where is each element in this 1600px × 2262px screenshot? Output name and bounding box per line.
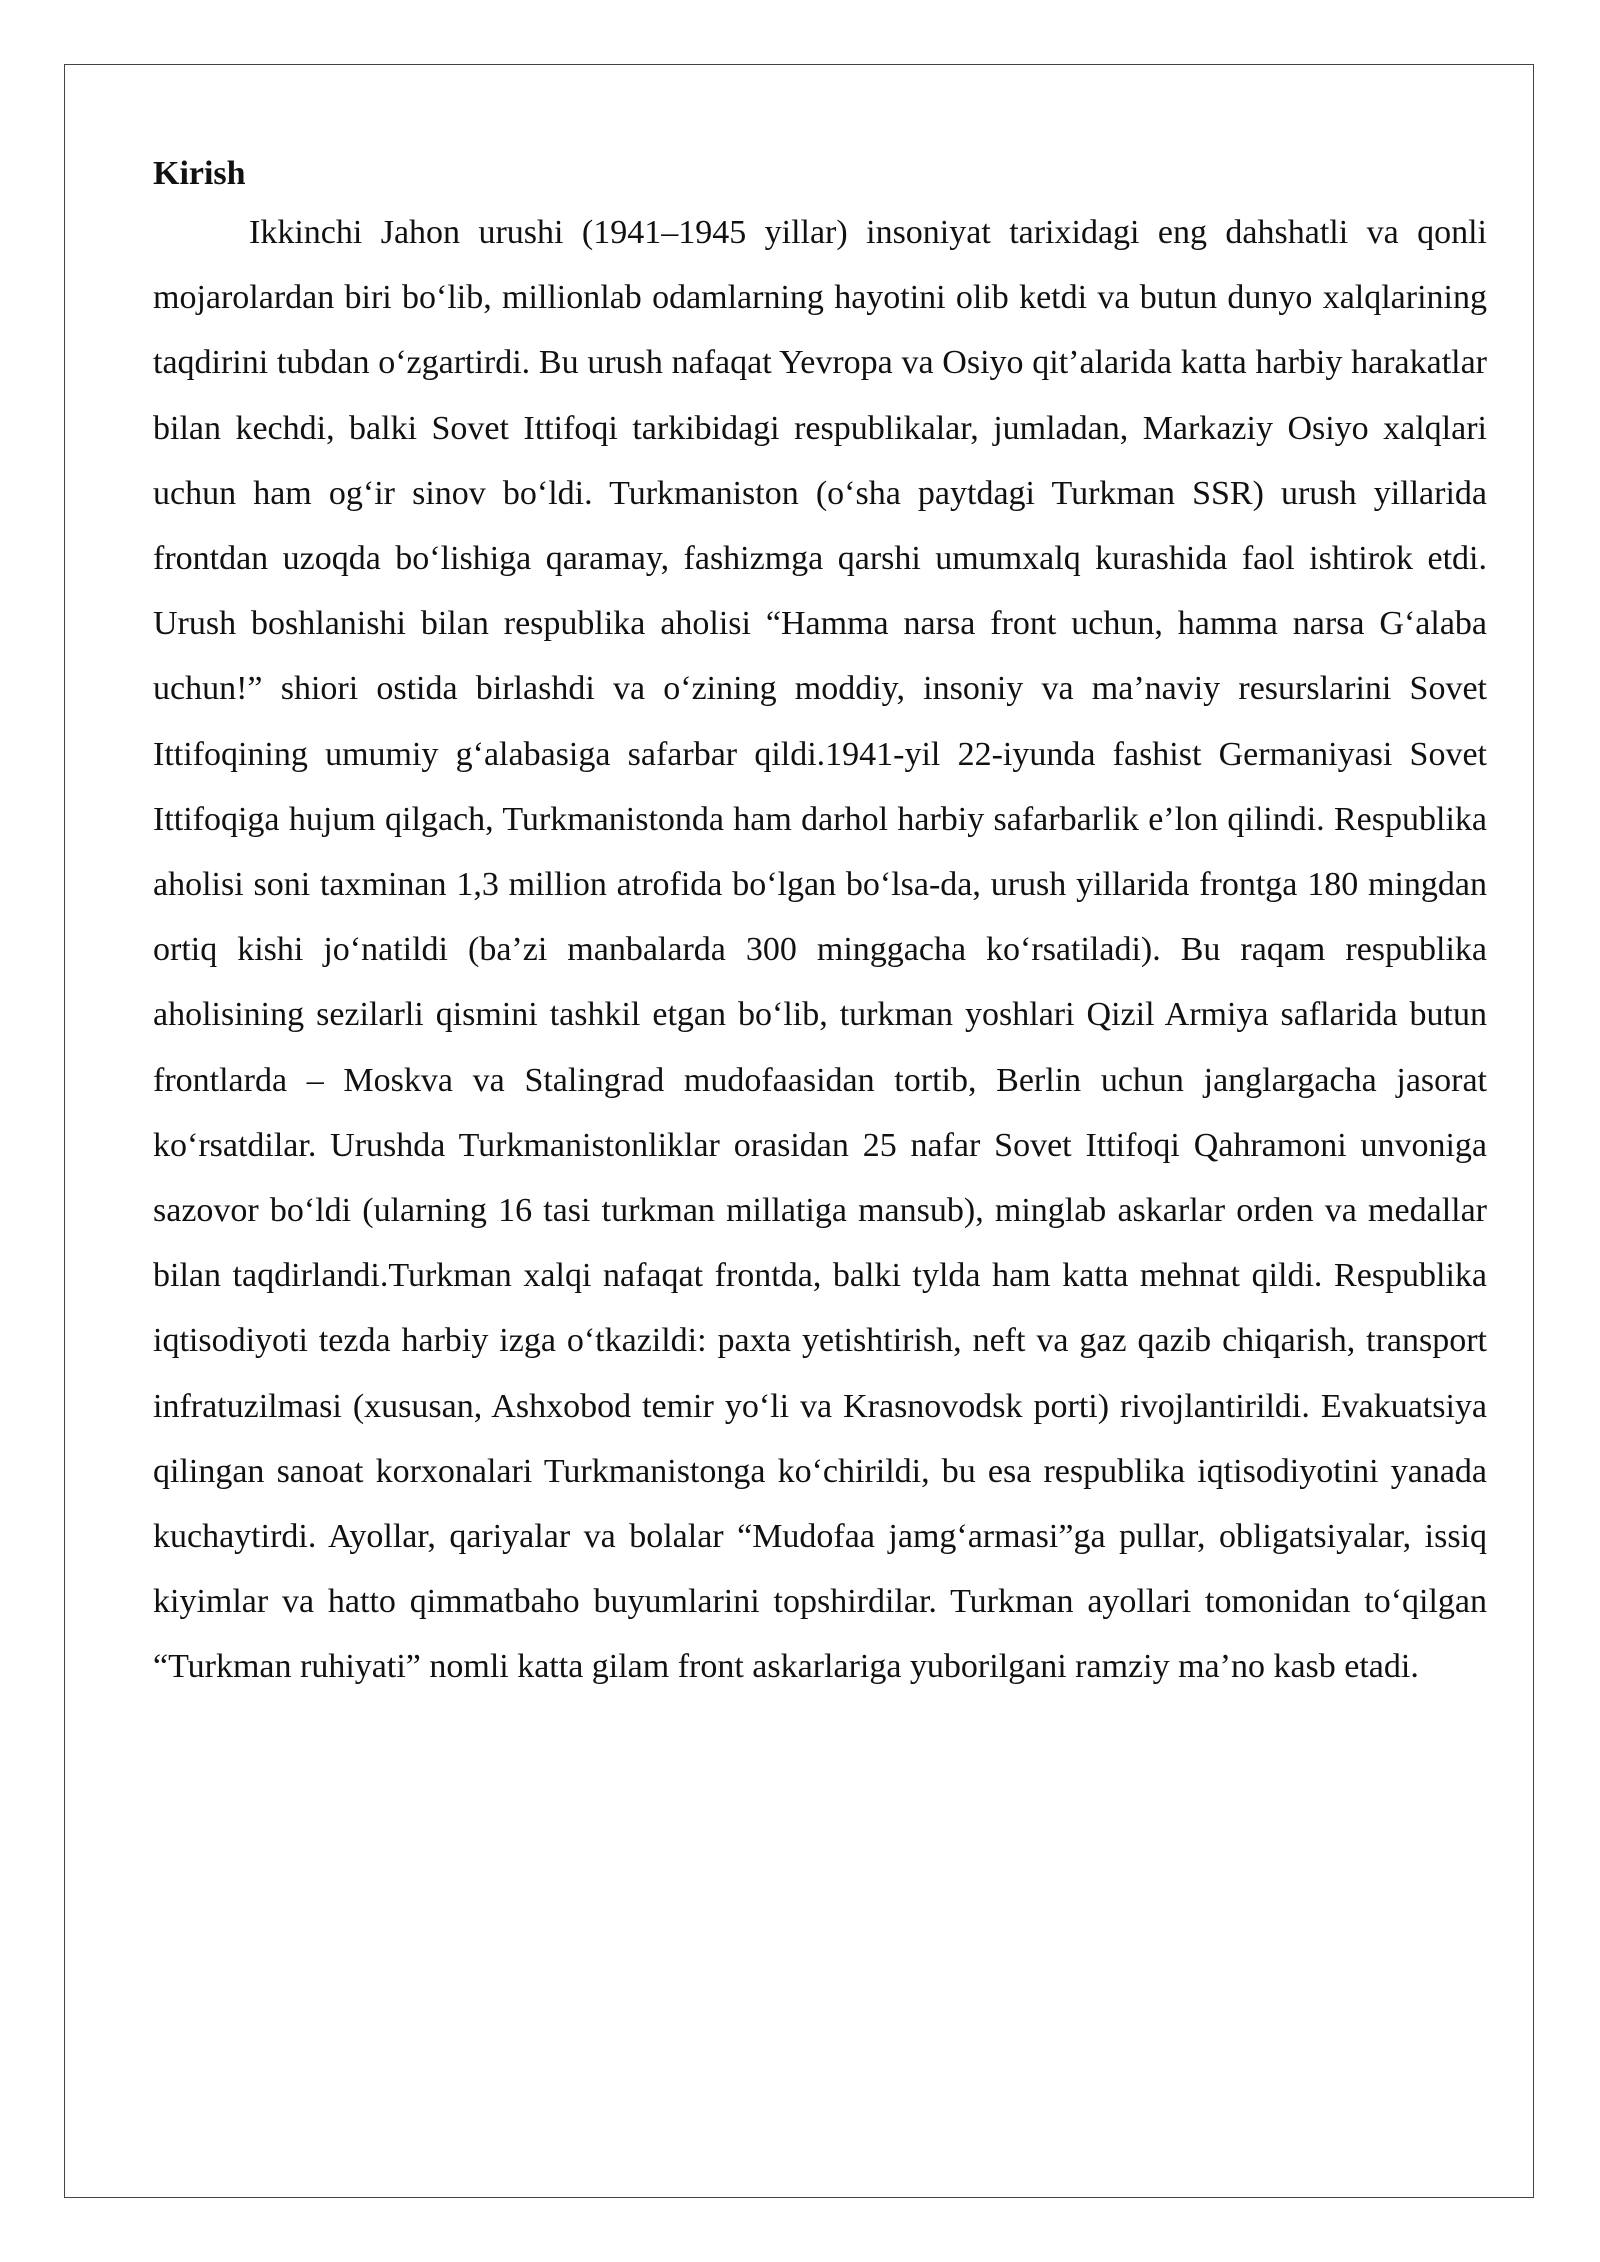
section-heading: Kirish [153,155,246,192]
body-paragraph: Ikkinchi Jahon urushi (1941–1945 yillar) insoniyat tarixidagi eng dahshatli va qonli mojarolardan biri bo‘lib, millionlab odamlarning hayotini olib ketdi va butun dunyo xalqlarining taqdirini tubdan o‘zgartirdi. Bu urush nafaqat Yevropa va Osiyo qit’alarida katta harbiy harakatlar bilan kechdi, balki Sovet Ittifoqi tarkibidagi respublikalar, jumladan, Markaziy Osiyo xalqlari uchun ham og‘ir sinov bo‘ldi. Turkmaniston (o‘sha paytdagi Turkman SSR) urush yillarida frontdan uzoqda bo‘lishiga qaramay, fashizmga qarshi umumxalq kurashida faol ishtirok etdi. Urush boshlanishi bilan respublika aholisi “Hamma narsa front uchun, hamma narsa G‘alaba uchun!” shiori ostida birlashdi va o‘zining moddiy, insoniy va ma’naviy resurslarini Sovet Ittifoqining umumiy g‘alabasiga safarbar qildi.1941-yil 22-iyunda fashist Germaniyasi Sovet Ittifoqiga hujum qilgach, Turkmanistonda ham darhol harbiy safarbarlik e’lon qilindi. Respublika aholisi soni taxminan 1,3 million atrofida bo‘lgan bo‘lsa-da, urush yillarida frontga 180 mingdan ortiq kishi jo‘natildi (ba’zi manbalarda 300 minggacha ko‘rsatiladi). Bu raqam respublika aholisining sezilarli qismini tashkil etgan bo‘lib, turkman yoshlari Qizil Armiya saflarida butun frontlarda – Moskva va Stalingrad mudofaasidan tortib, Berlin uchun janglargacha jasorat ko‘rsatdilar. Urushda Turkmanistonliklar orasidan 25 nafar Sovet Ittifoqi Qahramoni unvoniga sazovor bo‘ldi (ularning 16 tasi turkman millatiga mansub), minglab askarlar orden va medallar bilan taqdirlandi.Turkman xalqi nafaqat frontda, balki tylda ham katta mehnat qildi. Respublika iqtisodiyoti tezda harbiy izga o‘tkazildi: paxta yetishtirish, neft va gaz qazib chiqarish, transport infratuzilmasi (xususan, Ashxobod temir yo‘li va Krasnovodsk porti) rivojlantirildi. Evakuatsiya qilingan sanoat korxonalari Turkmanistonga ko‘chirildi, bu esa respublika iqtisodiyotini yanada kuchaytirdi. Ayollar, qariyalar va bolalar “Mudofaa jamg‘armasi”ga pullar, obligatsiyalar, issiq kiyimlar va hatto qimmatbaho buyumlarini topshirdilar. Turkman ayollari tomonidan to‘qilgan “Turkman ruhiyati” nomli katta gilam front askarlariga yuborilgani ramziy ma’no kasb etadi. [153,214,1487,1686]
document-body [153,148,1487,1700]
